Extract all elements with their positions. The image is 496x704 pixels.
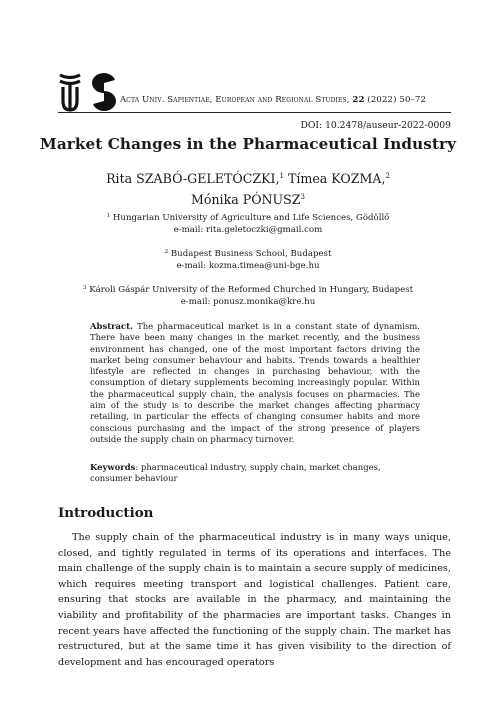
affiliation-institution: Hungarian University of Agriculture and Life Sciences, Gödöllő <box>112 213 390 223</box>
affiliation-mark: 3 <box>82 285 87 291</box>
affiliation <box>0 283 496 308</box>
affiliation-email: e-mail: kozma.timea@uni-bge.hu <box>176 260 320 271</box>
header-rule <box>58 112 451 113</box>
author-affiliation-mark: 1 <box>279 172 284 180</box>
affiliation-mark: 1 <box>106 213 111 219</box>
abstract-label: Abstract. <box>90 321 133 331</box>
section-heading: Introduction <box>58 505 154 521</box>
journal-name: Acta Univ. Sapientiae, European and Regional Studies, <box>120 95 350 105</box>
affiliation-email: e-mail: rita.geletoczki@gmail.com <box>173 224 323 235</box>
author-list <box>0 167 496 209</box>
journal-reference <box>120 95 460 105</box>
keywords-text: : pharmaceutical industry, supply chain, market changes, consumer behaviour <box>90 462 381 484</box>
abstract-text: The pharmaceutical market is in a constant state of dynamism. There have been many changes in the market recently, and the business environment has changed, one of the most important factors driving the market being consumer behaviour and habits. Trends towards a healthier lifestyle are reflected in changes in purchasing behaviour, with the consumption of dietary supplements becoming increasingly popular. Within the pharmaceutical supply chain, the analysis focuses on pharmacies. The aim of the study is to describe the market changes affecting pharmacy retailing, in particular the effects of changing consumer habits and more conscious purchasing and the impact of the strong presence of players outside the supply chain on pharmacy turnover. <box>90 321 420 444</box>
university-logo-icon <box>58 71 116 113</box>
affiliation <box>0 247 496 272</box>
affiliation <box>0 211 496 236</box>
keywords <box>90 462 420 485</box>
author-affiliation-mark: 3 <box>300 193 306 201</box>
author-affiliation-mark: 2 <box>385 172 390 180</box>
affiliation-mark: 2 <box>164 249 169 255</box>
intro-paragraph: The supply chain of the pharmaceutical industry is in many ways unique, closed, and tightly regulated in terms of its operations and interfaces. The main challenge of the supply chain is to maintain a secure supply of medicines, which requires meeting transport and logistical challenges. Patient care, ensuring that stocks are available in the pharmacy, and maintaining the viability and profitability of the pharmacies are important tasks. Changes in recent years have affected the functioning of the supply chain. The market has restructured, but at the same time it has given visibility to the direction of development and has encouraged operators <box>58 532 451 668</box>
paper-title: Market Changes in the Pharmaceutical Industry <box>39 135 457 153</box>
abstract <box>90 321 420 445</box>
affiliation-institution: Károli Gáspár University of the Reformed Churched in Hungary, Budapest <box>89 285 414 295</box>
journal-year-pages: (2022) 50–72 <box>367 95 427 105</box>
doi: DOI: 10.2478/auseur-2022-0009 <box>300 120 451 131</box>
journal-volume: 22 <box>352 95 365 105</box>
affiliation-institution: Budapest Business School, Budapest <box>170 249 332 259</box>
author-name: Mónika PÓNUSZ <box>190 192 301 207</box>
affiliation-email: e-mail: ponusz.monika@kre.hu <box>180 296 316 307</box>
keywords-label: Keywords <box>90 462 136 472</box>
author-name: Tímea KOZMA, <box>287 171 386 186</box>
author-name: Rita SZABÓ-GELETÓCZKI, <box>106 171 280 186</box>
